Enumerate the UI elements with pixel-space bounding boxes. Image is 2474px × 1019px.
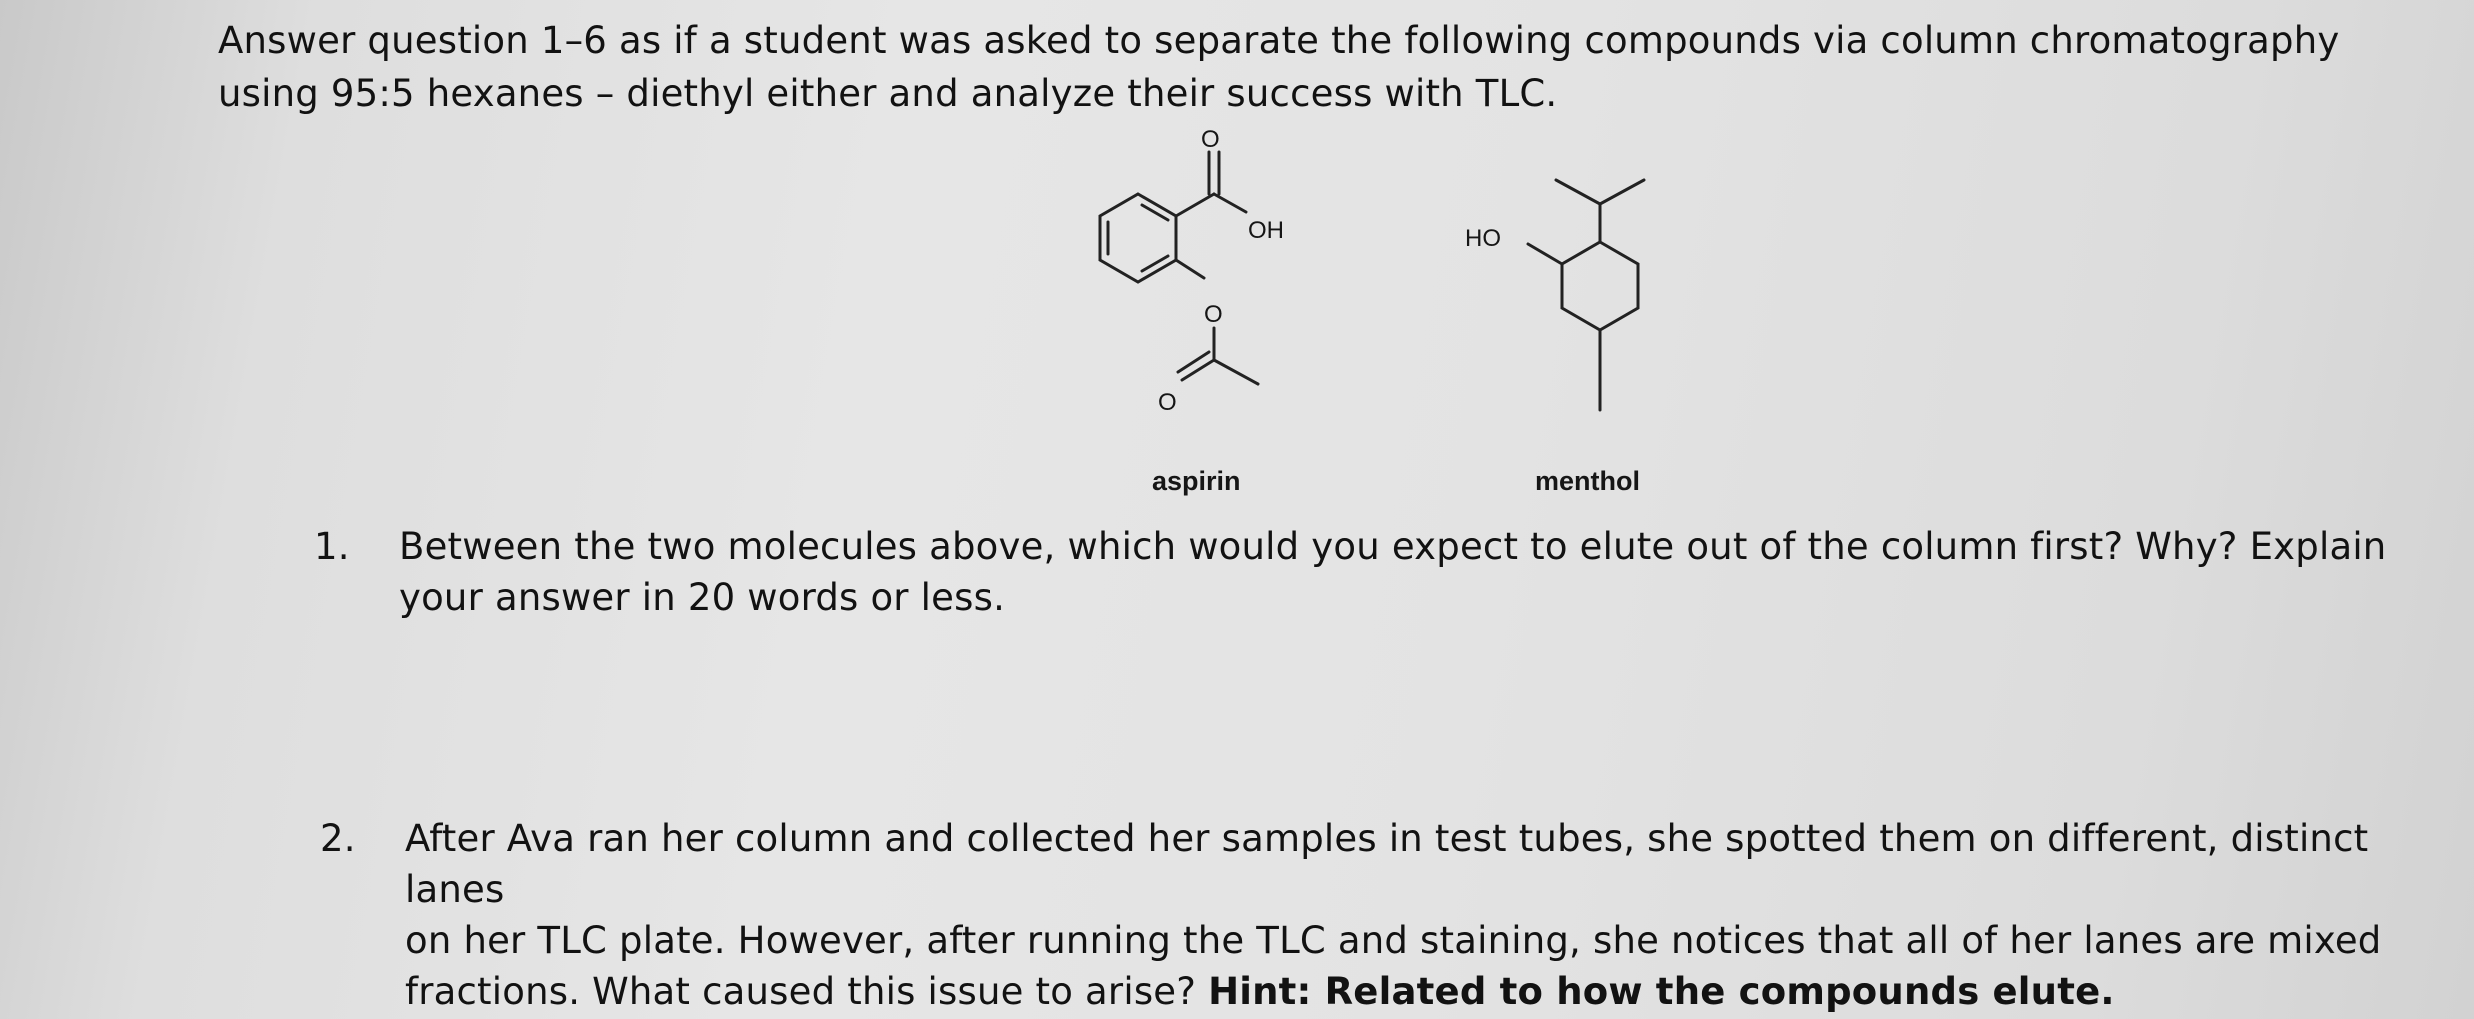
question-1-number: 1. [314,525,350,568]
structure-drawings [1040,110,1680,510]
aspirin-bond-ring-carboxyl [1176,194,1214,216]
aspirin-inner-bond-3 [1142,256,1168,271]
aspirin-carbonyl-o: O [1201,126,1220,153]
instructions-line-1: Answer question 1–6 as if a student was asked to separate the following compounds via column chromatography [218,19,2340,62]
aspirin-structure [1100,152,1258,384]
question-2-text [405,813,2440,1017]
menthol-isopropyl-methyl-2 [1556,180,1600,204]
question-1-line-1: Between the two molecules above, which would you expect to elute out of the column first? Why? Explain [399,525,2387,568]
aspirin-inner-bond-2 [1142,205,1168,220]
instructions [218,14,2398,120]
aspirin-ester-o: O [1204,301,1223,328]
aspirin-methyl-bond [1214,360,1258,384]
question-2-number: 2. [320,817,356,860]
question-1-text [399,521,2386,623]
menthol-label: menthol [1535,466,1640,496]
menthol-isopropyl-methyl-1 [1600,180,1644,204]
question-1-line-2: your answer in 20 words or less. [399,576,1006,619]
aspirin-bond-ring-ester [1176,260,1204,278]
aspirin-acetyl-bond-b [1178,352,1209,372]
menthol-structure [1528,180,1644,410]
aspirin-acetyl-o: O [1158,389,1177,416]
question-2-hint: Hint: Related to how the compounds elute. [1208,970,2115,1013]
menthol-hydroxyl-bond [1528,244,1562,264]
aspirin-label: aspirin [1152,466,1241,496]
aspirin-acetyl-bond-a [1182,360,1214,380]
structures-figure [1040,110,1680,510]
instructions-line-2: using 95:5 hexanes – diethyl either and analyze their success with TLC. [218,72,1558,115]
aspirin-hydroxyl-label: OH [1248,217,1284,244]
aspirin-hydroxyl-bond [1214,194,1246,212]
menthol-cyclohexane-ring [1562,242,1638,330]
question-2-line-3 [405,966,2440,1017]
aspirin-benzene-ring [1100,194,1176,282]
question-2-line-1: After Ava ran her column and collected her samples in test tubes, she spotted them on different, distinct lanes [405,817,2369,911]
question-2-line-2: on her TLC plate. However, after running the TLC and staining, she notices that all of her lanes are mixed [405,919,2382,962]
menthol-hydroxyl-label: HO [1465,225,1501,252]
question-2-line-3-text: fractions. What caused this issue to arise? [405,970,1197,1013]
